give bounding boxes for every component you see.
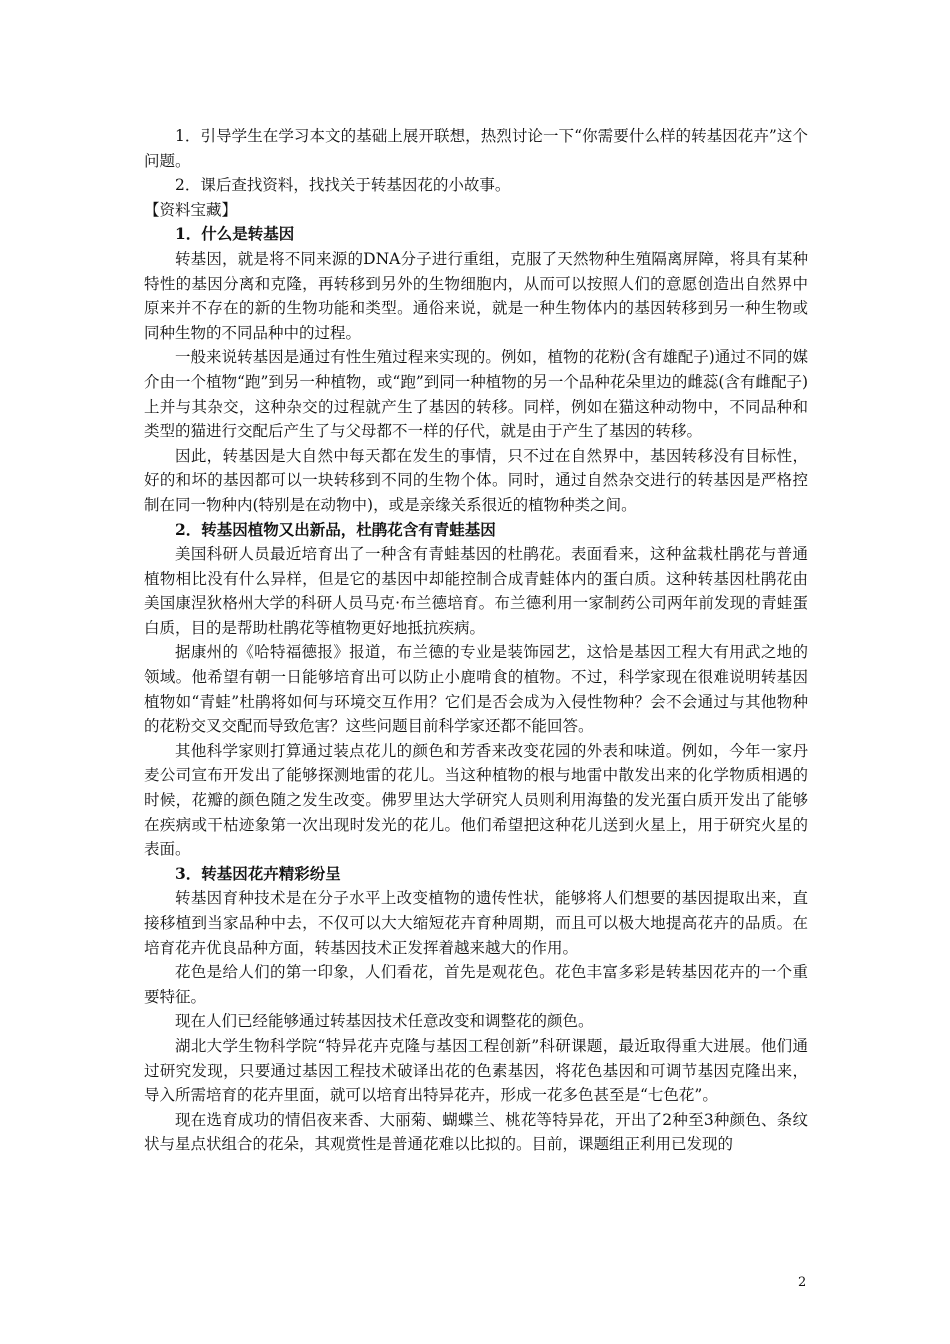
intro-item-1: 1．引导学生在学习本文的基础上展开联想，热烈讨论一下“你需要什么样的转基因花卉”这个问题。: [144, 127, 808, 170]
section-3-paragraph: 转基因育种技术是在分子水平上改变植物的遗传性状，能够将人们想要的基因提取出来，直接移植到当家品种中去，不仅可以大大缩短花卉育种周期，而且可以极大地提高花卉的品质。在培育花卉优良品种方面，转基因技术正发挥着越来越大的作用。: [144, 889, 808, 957]
section-3-paragraph: 湖北大学生物科学院“特异花卉克隆与基因工程创新”科研课题，最近取得重大进展。他们通过研究发现，只要通过基因工程技术破译出花的色素基因，将花色基因和可调节基因克隆出来，导入所需培育的花卉里面，就可以培育出特异花卉，形成一花多色甚至是“七色花”。: [144, 1036, 808, 1105]
section-1-paragraph: 一般来说转基因是通过有性生殖过程来实现的。例如，植物的花粉(含有雄配子)通过不同的媒介由一个植物“跑”到另一种植物，或“跑”到同一种植物的另一个品种花朵里边的雌蕊(含有雌配子)上并与其杂交，这种杂交的过程就产生了基因的转移。同样，例如在猫这种动物中，不同品种和类型的猫进行交配后产生了与父母都不一样的仔代，就是由于产生了基因的转移。: [144, 348, 808, 441]
section-3-heading: 3．转基因花卉精彩纷呈: [175, 863, 341, 883]
section-2-paragraph: 美国科研人员最近培育出了一种含有青蛙基因的杜鹃花。表面看来，这种盆栽杜鹃花与普通植物相比没有什么异样，但是它的基因中却能控制合成青蛙体内的蛋白质。这种转基因杜鹃花由美国康涅狄格州大学的科研人员马克·布兰德培育。布兰德利用一家制药公司两年前发现的青蛙蛋白质，目的是帮助杜鹃花等植物更好地抵抗疾病。: [144, 545, 808, 637]
document-body: [144, 124, 808, 1157]
intro-item-2: 2．课后查找资料，找找关于转基因花的小故事。: [175, 176, 511, 195]
section-1-heading: 1．什么是转基因: [175, 224, 295, 244]
section-2-heading: 2．转基因植物又出新品，杜鹃花含有青蛙基因: [175, 519, 496, 539]
section-1-paragraph: 因此，转基因是大自然中每天都在发生的事情，只不过在自然界中，基因转移没有目标性，好的和坏的基因都可以一块转移到不同的生物个体。同时，通过自然杂交进行的转基因是严格控制在同一物种内(特别是在动物中)，或是亲缘关系很近的植物种类之间。: [144, 446, 808, 514]
section-3-paragraph: 现在选育成功的情侣夜来香、大丽菊、蝴蝶兰、桃花等特异花，开出了2种至3种颜色、条纹状与星点状组合的花朵，其观赏性是普通花难以比拟的。目前，课题组正利用已发现的: [144, 1110, 808, 1154]
section-3-paragraph: 现在人们已经能够通过转基因技术任意改变和调整花的颜色。: [175, 1012, 594, 1031]
section-2-paragraph: 据康州的《哈特福德报》报道，布兰德的专业是装饰园艺，这恰是基因工程大有用武之地的领域。他希望有朝一日能够培育出可以防止小鹿啃食的植物。不过，科学家现在很难说明转基因植物如“青蛙”杜鹃将如何与环境交互作用？它们是否会成为入侵性物种？会不会通过与其他物种的花粉交叉交配而导致危害？这些问题目前科学家还都不能回答。: [144, 643, 808, 736]
page-number: 2: [798, 1275, 807, 1290]
section-3-paragraph: 花色是给人们的第一印象，人们看花，首先是观花色。花色丰富多彩是转基因花卉的一个重要特征。: [144, 963, 808, 1006]
section-1-paragraph: 转基因，就是将不同来源的DNA分子进行重组，克服了天然物种生殖隔离屏障，将具有某种特性的基因分离和克隆，再转移到另外的生物细胞内，从而可以按照人们的意愿创造出自然界中原来并不存在的新的生物功能和类型。通俗来说，就是一种生物体内的基因转移到另一种生物或同种生物的不同品种中的过程。: [144, 249, 808, 342]
section-title: 【资料宝藏】: [144, 200, 238, 219]
section-2-paragraph: 其他科学家则打算通过装点花儿的颜色和芳香来改变花园的外表和味道。例如，今年一家丹麦公司宣布开发出了能够探测地雷的花儿。当这种植物的根与地雷中散发出来的化学物质相遇的时候，花瓣的颜色随之发生改变。佛罗里达大学研究人员则利用海蛰的发光蛋白质开发出了能够在疾病或干枯迹象第一次出现时发光的花儿。他们希望把这种花儿送到火星上，用于研究火星的表面。: [144, 741, 808, 859]
